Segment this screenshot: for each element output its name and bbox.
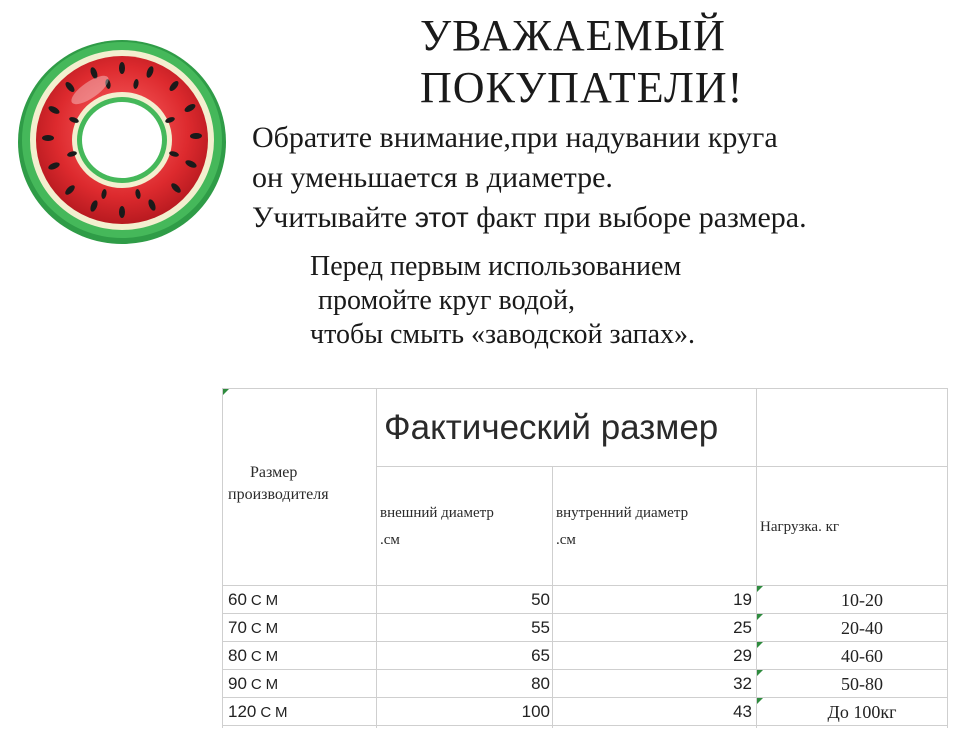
grid-line bbox=[222, 725, 948, 726]
size-table bbox=[222, 388, 948, 728]
watermelon-swim-ring-image bbox=[10, 30, 240, 250]
wash-line-1: Перед первым использованием bbox=[310, 251, 682, 282]
grid-line bbox=[222, 613, 948, 614]
maker-size-value: 120 bbox=[228, 702, 257, 721]
inner-diameter-cell: 19 bbox=[733, 590, 752, 609]
cell-marker-icon bbox=[757, 614, 763, 620]
outer-diameter-header bbox=[380, 500, 494, 554]
cell-marker-icon bbox=[757, 586, 763, 592]
inner-diameter-cell: 32 bbox=[733, 674, 752, 693]
inner-diameter-header-line-1: внутренний диаметр bbox=[556, 505, 689, 521]
outer-diameter-header-line-2: .см bbox=[380, 532, 400, 548]
maker-size-unit: СМ bbox=[250, 648, 283, 665]
outer-diameter-cell: 100 bbox=[521, 702, 550, 721]
notice-line-2: он уменьшается в диаметре. bbox=[252, 161, 613, 194]
notice-line-3-end: факт при выборе размера. bbox=[476, 201, 807, 234]
wash-line-3: чтобы смыть «заводской запах». bbox=[310, 319, 696, 350]
notice-line-1: Обратите внимание,при надувании круга bbox=[252, 121, 778, 154]
maker-size-cell bbox=[228, 674, 282, 694]
maker-size-cell bbox=[228, 702, 292, 722]
outer-diameter-cell: 55 bbox=[531, 618, 550, 637]
maker-size-unit: СМ bbox=[260, 704, 292, 721]
cell-marker-icon bbox=[757, 670, 763, 676]
load-cell: 50-80 bbox=[841, 674, 883, 694]
wash-instruction bbox=[310, 250, 695, 352]
cell-marker-icon bbox=[757, 698, 763, 704]
load-cell: 40-60 bbox=[841, 646, 883, 666]
grid-line bbox=[222, 388, 948, 389]
maker-size-unit: СМ bbox=[250, 676, 283, 693]
inflation-notice bbox=[252, 118, 807, 238]
grid-line bbox=[222, 641, 948, 642]
heading-line-2: ПОКУПАТЕЛИ! bbox=[420, 63, 744, 112]
grid-line bbox=[222, 585, 948, 586]
grid-line bbox=[552, 466, 553, 728]
maker-size-header-line-1: Размер bbox=[250, 464, 298, 481]
inner-diameter-cell: 25 bbox=[733, 618, 752, 637]
inner-diameter-header bbox=[556, 500, 688, 554]
maker-size-cell bbox=[228, 590, 282, 610]
grid-line bbox=[222, 697, 948, 698]
actual-size-header: Фактический размер bbox=[384, 408, 719, 447]
notice-line-3-word: этот bbox=[414, 202, 469, 233]
maker-size-value: 60 bbox=[228, 590, 247, 609]
grid-line bbox=[376, 466, 948, 467]
cell-marker-icon bbox=[223, 389, 229, 395]
grid-line bbox=[222, 669, 948, 670]
maker-size-header-line-2: производителя bbox=[228, 486, 329, 503]
inner-diameter-cell: 43 bbox=[733, 702, 752, 721]
outer-diameter-cell: 80 bbox=[531, 674, 550, 693]
maker-size-unit: СМ bbox=[250, 620, 283, 637]
inner-diameter-header-line-2: .см bbox=[556, 532, 576, 548]
grid-line bbox=[756, 388, 757, 728]
grid-line bbox=[947, 388, 948, 728]
cell-marker-icon bbox=[757, 642, 763, 648]
notice-line-3 bbox=[252, 198, 807, 238]
maker-size-cell bbox=[228, 618, 282, 638]
maker-size-unit: СМ bbox=[250, 592, 283, 609]
load-cell: 10-20 bbox=[841, 590, 883, 610]
maker-size-value: 70 bbox=[228, 618, 247, 637]
wash-line-2: промойте круг водой, bbox=[318, 285, 575, 316]
outer-diameter-cell: 50 bbox=[531, 590, 550, 609]
notice-line-3-start: Учитывайте bbox=[252, 201, 408, 234]
maker-size-cell bbox=[228, 646, 282, 666]
load-cell: 20-40 bbox=[841, 618, 883, 638]
maker-size-value: 90 bbox=[228, 674, 247, 693]
outer-diameter-cell: 65 bbox=[531, 646, 550, 665]
grid-line bbox=[376, 388, 377, 728]
load-cell: До 100кг bbox=[827, 702, 897, 722]
maker-size-header bbox=[228, 462, 329, 506]
heading-line-1: УВАЖАЕМЫЙ bbox=[420, 11, 726, 60]
outer-diameter-header-line-1: внешний диаметр bbox=[380, 505, 494, 521]
inner-diameter-cell: 29 bbox=[733, 646, 752, 665]
grid-line bbox=[222, 388, 223, 728]
load-header: Нагрузка. кг bbox=[760, 519, 840, 535]
heading bbox=[420, 10, 743, 114]
maker-size-value: 80 bbox=[228, 646, 247, 665]
